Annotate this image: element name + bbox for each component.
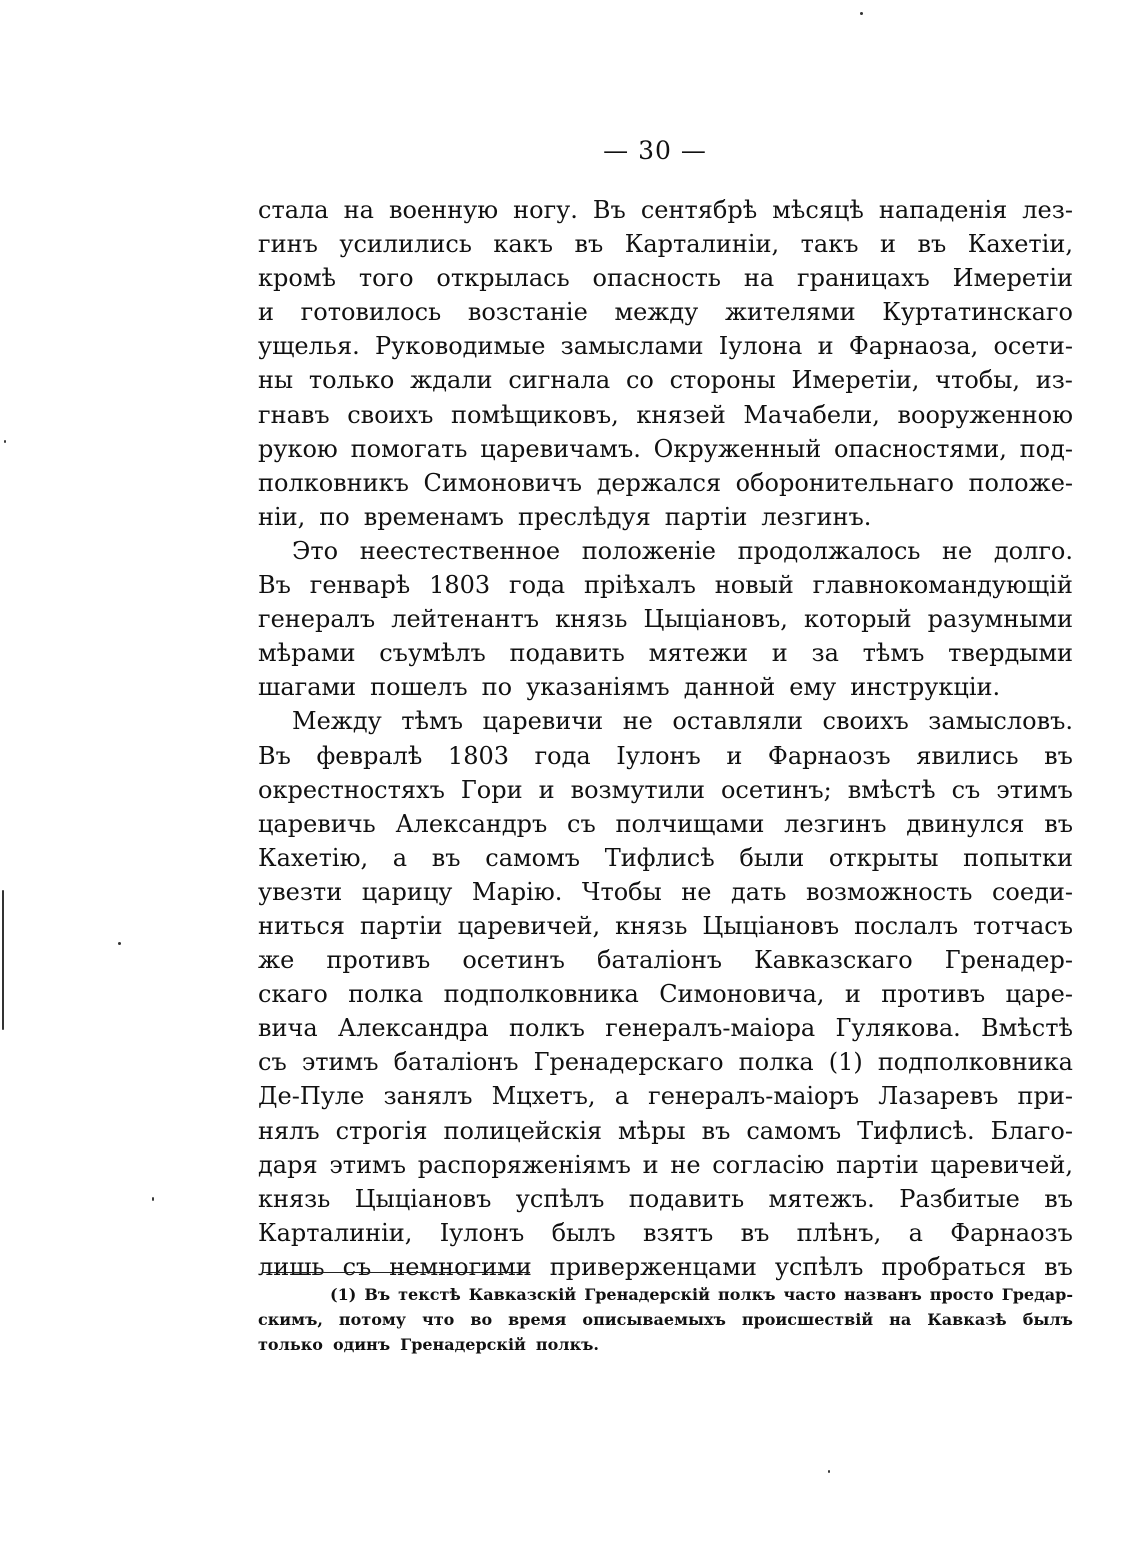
word: партіи (664, 502, 748, 531)
word: полка (348, 980, 424, 1009)
text-line (258, 977, 1073, 1011)
word: по (481, 673, 513, 702)
word: въ (1044, 741, 1073, 770)
word: Цыціановъ (702, 911, 840, 940)
word: мѣрами (258, 639, 356, 668)
word: пошелъ (370, 673, 468, 702)
word: главнокомандующій (812, 571, 1073, 600)
word: строгія (335, 1116, 428, 1145)
word: Въ (258, 571, 291, 600)
word: границахъ (797, 264, 930, 293)
scan-speck (4, 440, 6, 443)
text-line (258, 1250, 1073, 1284)
word: года (534, 741, 591, 770)
word: жителями (724, 298, 856, 327)
word: Куртатинскаго (882, 298, 1073, 327)
word: царе- (1005, 980, 1073, 1009)
word: и (642, 1150, 659, 1179)
word: долго. (993, 536, 1073, 565)
word: и (538, 775, 555, 804)
word: за (811, 639, 839, 668)
word: въ (1044, 1252, 1073, 1281)
word: Кахетію, (258, 843, 369, 872)
word: февралѣ (316, 741, 423, 770)
page-number: — 30 — (603, 136, 707, 165)
word: Іулона (718, 332, 803, 361)
word: мятежи (648, 639, 748, 668)
word: князей (636, 400, 726, 429)
word: рукою (258, 434, 338, 463)
word: не (681, 877, 712, 906)
word: своихъ (822, 707, 909, 736)
word: съ (951, 775, 981, 804)
word: Симоновича, (659, 980, 825, 1009)
word: при- (1017, 1082, 1073, 1111)
text-line (258, 875, 1073, 909)
word: полчищами (615, 809, 765, 838)
word: противъ (326, 946, 431, 975)
word: положе- (968, 468, 1073, 497)
word: года (509, 571, 566, 600)
word: Кавказскаго (754, 946, 913, 975)
word: плѣнъ, (796, 1218, 882, 1247)
word: успѣлъ (515, 1184, 605, 1213)
word: и (844, 980, 861, 1009)
word: военную (388, 196, 499, 224)
word: Гулякова. (835, 1014, 961, 1043)
word: возможность (805, 877, 973, 906)
word: (1) (828, 1048, 863, 1077)
word: были (739, 843, 805, 872)
word: сентябрѣ (640, 196, 758, 224)
word: приверженцами (549, 1252, 757, 1281)
word: Это (292, 536, 339, 565)
word: только (258, 1335, 323, 1354)
word: скаго (258, 980, 328, 1009)
word: генварѣ (309, 571, 411, 600)
word: данной (683, 673, 776, 702)
scan-speck (860, 12, 863, 15)
word: текстѣ (398, 1285, 461, 1304)
word: опасностями, (834, 434, 1007, 463)
word: баталіонъ (597, 946, 723, 975)
word: и (258, 298, 274, 327)
word: Марію. (471, 877, 563, 906)
word: на (343, 196, 374, 224)
word: генералъ-маіоръ (648, 1082, 860, 1111)
word: Фарнаоза, (848, 332, 979, 361)
paragraph-start-line (258, 534, 1073, 568)
word: полкъ (508, 1014, 585, 1043)
word: инструкціи. (850, 673, 1001, 702)
word: Разбитые (899, 1184, 1020, 1213)
word: твердыми (948, 639, 1073, 668)
word: этимъ (301, 1048, 379, 1077)
word: по (319, 502, 350, 531)
word: а (392, 843, 408, 872)
word: и (817, 332, 834, 361)
word: Гори (460, 775, 523, 804)
word: не (670, 1150, 701, 1179)
footnote-divider (262, 1272, 530, 1273)
word: былъ (551, 1218, 616, 1247)
word: разумными (927, 605, 1073, 634)
footnote-line (258, 1307, 1073, 1332)
word: возстаніе (467, 298, 588, 327)
word: не (622, 707, 653, 736)
word: Александръ (395, 809, 548, 838)
word: помогать (350, 434, 468, 463)
word: происшествій (741, 1310, 874, 1329)
word: Вмѣстѣ (981, 1014, 1073, 1043)
word: ущелья. (258, 332, 360, 361)
word: сигнала (508, 366, 611, 395)
word: подполковника (443, 980, 639, 1009)
text-line (258, 807, 1073, 841)
word: этимъ (329, 1150, 406, 1179)
text-line (258, 1182, 1073, 1216)
word: осетинъ (462, 946, 565, 975)
word: Благо- (990, 1116, 1073, 1145)
word: царевичамъ. (480, 434, 641, 463)
word: преслѣдуя (517, 502, 651, 531)
word: вооруженною (897, 400, 1073, 429)
word: возмутили (570, 775, 705, 804)
word: генералъ (258, 605, 376, 634)
word: Симоновичъ (423, 468, 583, 497)
word: положеніе (581, 536, 716, 565)
text-line (258, 227, 1073, 261)
word: лишь (258, 1252, 325, 1281)
word: соеди- (991, 877, 1073, 906)
word: окрестностяхъ (258, 775, 445, 804)
word: немногими (389, 1252, 532, 1281)
scan-speck (152, 1197, 154, 1201)
word: съ (258, 1048, 287, 1077)
text-line (258, 602, 1073, 636)
word: Мачабели, (743, 400, 880, 429)
word: въ (574, 230, 604, 259)
text-line (258, 466, 1073, 500)
word: ногу. (513, 196, 578, 224)
word: Окруженный (653, 434, 822, 463)
word: Іулонъ (616, 741, 701, 770)
text-line (258, 568, 1073, 602)
word: 1803 (429, 571, 491, 600)
word: подполковника (877, 1048, 1073, 1077)
scan-speck (828, 1470, 830, 1473)
word: со (625, 366, 654, 395)
word: занялъ (383, 1082, 473, 1111)
word: Фарнаозъ (767, 741, 891, 770)
word: послалъ (854, 911, 959, 940)
word: явились (916, 741, 1019, 770)
word: партіи (359, 911, 443, 940)
word: Въ (364, 1285, 391, 1304)
word: стороны (669, 366, 776, 395)
word: ниться (258, 911, 345, 940)
footnote-line (258, 1282, 1073, 1307)
word: на (743, 264, 775, 293)
word: вича (258, 1014, 318, 1043)
word: царевичей, (930, 1150, 1073, 1179)
word: замыслами (560, 332, 704, 361)
word: Имеретіи, (791, 366, 920, 395)
word: самомъ (746, 1116, 842, 1145)
word: (1) (330, 1285, 357, 1304)
word: тотчасъ (973, 911, 1073, 940)
word: Фарнаозъ (950, 1218, 1073, 1247)
word: Руководимые (374, 332, 546, 361)
word: въ (431, 843, 461, 872)
text-line (258, 841, 1073, 875)
word: который (803, 605, 912, 634)
word: замысловъ. (928, 707, 1073, 736)
word: Тифлисѣ (604, 843, 715, 872)
word: опасность (592, 264, 721, 293)
word: тѣмъ (401, 707, 463, 736)
word: пробраться (881, 1252, 1027, 1281)
word: осети- (993, 332, 1073, 361)
word: между (614, 298, 699, 327)
word: Гренадерскій (400, 1335, 526, 1354)
word: Между (292, 707, 382, 736)
footnote (258, 1282, 1073, 1357)
word: князь (555, 605, 628, 634)
word: мѣсяцѣ (772, 196, 864, 224)
word: Де-Пуле (258, 1082, 365, 1111)
word: лейтенантъ (391, 605, 540, 634)
text-line (258, 670, 1073, 704)
text-line (258, 363, 1073, 397)
word: своихъ (347, 400, 434, 429)
word: баталіонъ (393, 1048, 519, 1077)
word: Гренадер- (944, 946, 1073, 975)
word: Іулонъ (439, 1218, 525, 1247)
word: часто (783, 1285, 836, 1304)
word: Кахетіи, (967, 230, 1073, 259)
word: Лазаревъ (878, 1082, 999, 1111)
word: Карталиніи, (258, 1218, 413, 1247)
text-line (258, 943, 1073, 977)
word: двинулся (906, 809, 1025, 838)
word: оборонительнаго (735, 468, 954, 497)
word: Въ (258, 741, 291, 770)
word: же (258, 946, 295, 975)
word: продолжалось (737, 536, 921, 565)
word: въ (701, 1116, 731, 1145)
word: полковникъ (258, 468, 409, 497)
word: и (880, 230, 896, 259)
word: увезти (258, 877, 343, 906)
word: былъ (1022, 1310, 1073, 1329)
word: Тифлисѣ. (857, 1116, 975, 1145)
word: во (470, 1310, 493, 1329)
word: временамъ (363, 502, 504, 531)
word: даря (258, 1150, 318, 1179)
word: под- (1019, 434, 1073, 463)
footnote-line (258, 1332, 1073, 1357)
word: стала (258, 196, 329, 224)
text-line (258, 773, 1073, 807)
word: тѣмъ (862, 639, 925, 668)
word: скимъ, (258, 1310, 323, 1329)
word: гинъ (258, 230, 318, 259)
word: потому (338, 1310, 407, 1329)
text-line (258, 1114, 1073, 1148)
scan-speck (118, 942, 121, 945)
word: неестественное (359, 536, 561, 565)
word: открыты (828, 843, 939, 872)
word: кромѣ (258, 264, 336, 293)
word: Цыціановъ (354, 1184, 492, 1213)
word: не (942, 536, 973, 565)
text-line (258, 1011, 1073, 1045)
word: мятежъ. (768, 1184, 875, 1213)
word: ніи, (258, 502, 306, 531)
word: подавить (509, 639, 625, 668)
word: нялъ (258, 1116, 320, 1145)
text-line (258, 329, 1073, 363)
word: лезгинъ. (761, 502, 872, 531)
text-line (258, 739, 1073, 773)
word: Имеретіи (952, 264, 1073, 293)
text-line (258, 295, 1073, 329)
word: царевичей, (457, 911, 601, 940)
word: и (771, 639, 788, 668)
word: съ (342, 1252, 372, 1281)
word: подавить (628, 1184, 745, 1213)
word: партіи (836, 1150, 919, 1179)
word: усилились (339, 230, 472, 259)
main-text (258, 193, 1073, 1284)
word: на (889, 1310, 912, 1329)
word: вмѣстѣ (847, 775, 936, 804)
paragraph-start-line (258, 704, 1073, 738)
word: а (614, 1082, 629, 1111)
word: успѣлъ (774, 1252, 864, 1281)
text-line (258, 1216, 1073, 1250)
word: названъ (843, 1285, 922, 1304)
word: ему (789, 673, 837, 702)
word: только (308, 366, 395, 395)
scan-speck (2, 890, 4, 1030)
word: держался (596, 468, 722, 497)
word: осетинъ; (720, 775, 832, 804)
word: царевичь (258, 809, 376, 838)
word: Кавказѣ (927, 1310, 1007, 1329)
word: лезгинъ (784, 809, 887, 838)
word: 1803 (447, 741, 509, 770)
word: готовилось (300, 298, 442, 327)
word: Кавказскій (468, 1285, 577, 1304)
word: указаніямъ (526, 673, 670, 702)
word: пріѣхалъ (583, 571, 696, 600)
word: князь (615, 911, 688, 940)
word: дать (731, 877, 787, 906)
word: такъ (800, 230, 859, 259)
word: Цыціановъ, (643, 605, 788, 634)
word: шагами (258, 673, 357, 702)
word: распоряженіямъ (417, 1150, 631, 1179)
text-line (258, 909, 1073, 943)
word: одинъ (332, 1335, 391, 1354)
word: что (422, 1310, 455, 1329)
word: и (726, 741, 743, 770)
word: новый (714, 571, 794, 600)
text-line (258, 193, 1073, 227)
word: гнавъ (258, 400, 330, 429)
text-line (258, 1045, 1073, 1079)
word: этимъ (996, 775, 1073, 804)
word: просто (929, 1285, 994, 1304)
text-line (258, 261, 1073, 295)
word: царицу (361, 877, 453, 906)
word: генералъ-маіора (605, 1014, 816, 1043)
word: того (358, 264, 414, 293)
word: полицейскія (443, 1116, 603, 1145)
word: въ (1044, 1184, 1073, 1213)
word: помѣщиковъ, (451, 400, 619, 429)
text-line (258, 1079, 1073, 1113)
word: въ (917, 230, 947, 259)
word: Александра (337, 1014, 489, 1043)
word: мѣры (618, 1116, 686, 1145)
word: Въ (592, 196, 626, 224)
word: Гредар- (1001, 1285, 1073, 1304)
word: открылась (436, 264, 570, 293)
word: оставляли (672, 707, 804, 736)
word: какъ (493, 230, 553, 259)
word: самомъ (485, 843, 581, 872)
word: попытки (963, 843, 1073, 872)
word: согласію (712, 1150, 825, 1179)
word: съ (567, 809, 596, 838)
word: Гренадерскій (584, 1285, 710, 1304)
text-line (258, 1148, 1073, 1182)
word: Чтобы (581, 877, 662, 906)
word: лез- (1022, 196, 1073, 224)
word: Гренадерскаго (533, 1048, 724, 1077)
word: ждали (410, 366, 493, 395)
text-line (258, 636, 1073, 670)
word: Мцхетъ, (491, 1082, 596, 1111)
word: князь (258, 1184, 331, 1213)
word: царевичи (482, 707, 604, 736)
word: съумѣлъ (379, 639, 486, 668)
word: из- (1035, 366, 1073, 395)
word: противъ (881, 980, 986, 1009)
word: чтобы, (935, 366, 1020, 395)
word: въ (740, 1218, 770, 1247)
word: нападенія (878, 196, 1008, 224)
word: время (508, 1310, 567, 1329)
text-line (258, 432, 1073, 466)
word: описываемыхъ (582, 1310, 726, 1329)
word: а (908, 1218, 923, 1247)
word: ны (258, 366, 294, 395)
word: полкъ (717, 1285, 776, 1304)
word: полка (738, 1048, 814, 1077)
text-line (258, 500, 1073, 534)
word: полкъ. (535, 1335, 599, 1354)
text-line (258, 398, 1073, 432)
word: въ (1044, 809, 1073, 838)
word: Карталиніи, (624, 230, 780, 259)
word: взятъ (642, 1218, 714, 1247)
